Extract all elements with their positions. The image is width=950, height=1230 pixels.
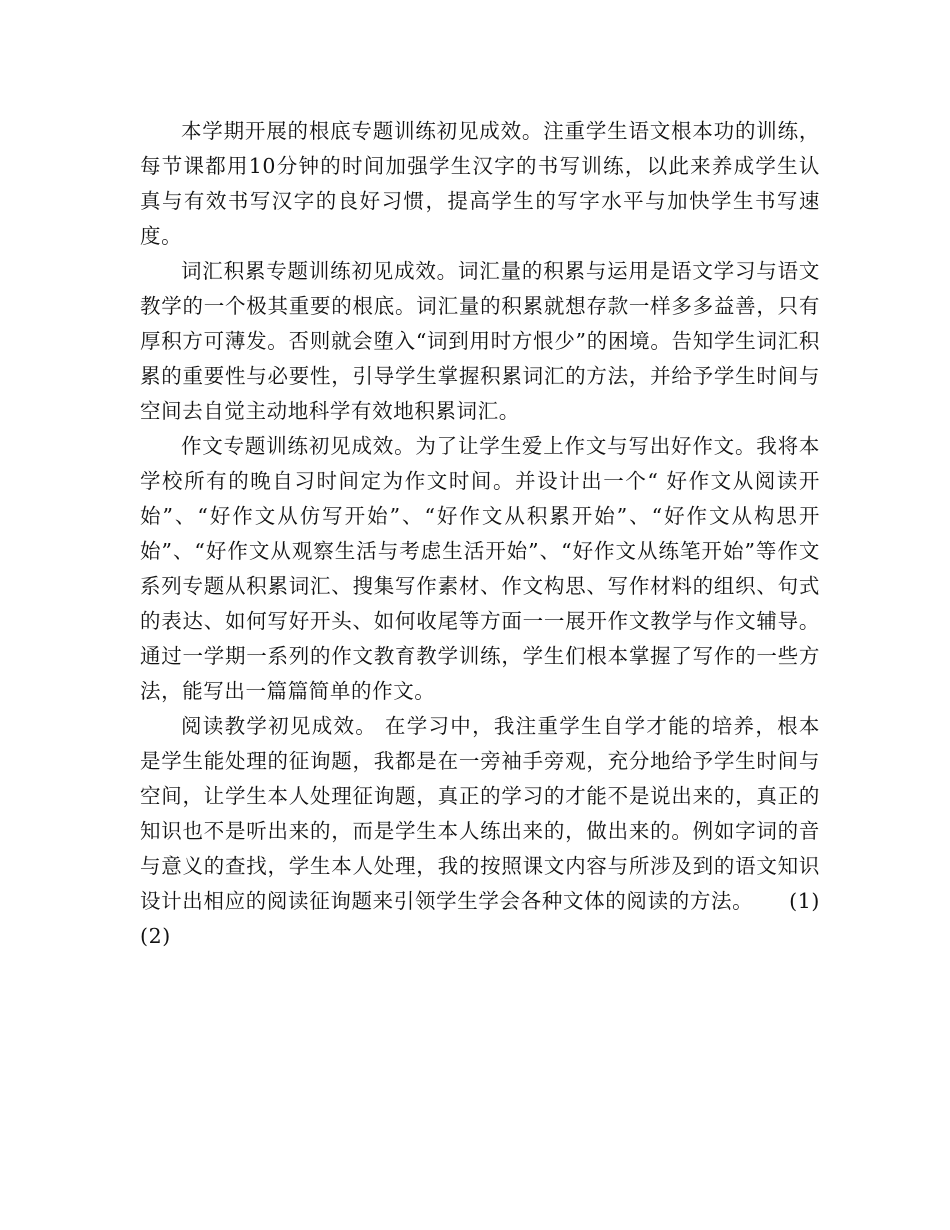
paragraph-reading-teaching: 阅读教学初见成效。 在学习中，我注重学生自学才能的培养，根本是学生能处理的征询题，我都是在一旁袖手旁观，充分地给予学生时间与空间，让学生本人处理征询题，真正的学习的才能不是说出来的，真正的知识也不是听出来的，而是学生本人练出来的，做出来的。例如字词的音与意义的查找，学生本人处理，我的按照课文内容与所涉及到的语文知识设计出相应的阅读征询题来引领学生学会各种文体的阅读的方法。 (1)(2) <box>140 714 820 948</box>
document-page <box>140 114 820 954</box>
paragraph-vocabulary-training: 词汇积累专题训练初见成效。词汇量的积累与运用是语文学习与语文教学的一个极其重要的根底。词汇量的积累就想存款一样多多益善，只有厚积方可薄发。否则就会堕入“词到用时方恨少”的困境。告知学生词汇积累的重要性与必要性，引导学生掌握积累词汇的方法，并给予学生时间与空间去自觉主动地科学有效地积累词汇。 <box>140 259 820 423</box>
paragraph-basic-training: 本学期开展的根底专题训练初见成效。注重学生语文根本功的训练，每节课都用10分钟的时间加强学生汉字的书写训练，以此来养成学生认真与有效书写汉字的良好习惯，提高学生的写字水平与加快学生书写速度。 <box>140 119 820 248</box>
paragraph-composition-training: 作文专题训练初见成效。为了让学生爱上作文与写出好作文。我将本学校所有的晚自习时间定为作文时间。并设计出一个“ 好作文从阅读开始”、“好作文从仿写开始”、“好作文从积累开始”、“好作文从构思开始”、“好作文从观察生活与考虑生活开始”、“好作文从练笔开始”等作文系列专题从积累词汇、搜集写作素材、作文构思、写作材料的组织、句式的表达、如何写好开头、如何收尾等方面一一展开作文教学与作文辅导。通过一学期一系列的作文教育教学训练，学生们根本掌握了写作的一些方法，能写出一篇篇简单的作文。 <box>140 434 820 703</box>
